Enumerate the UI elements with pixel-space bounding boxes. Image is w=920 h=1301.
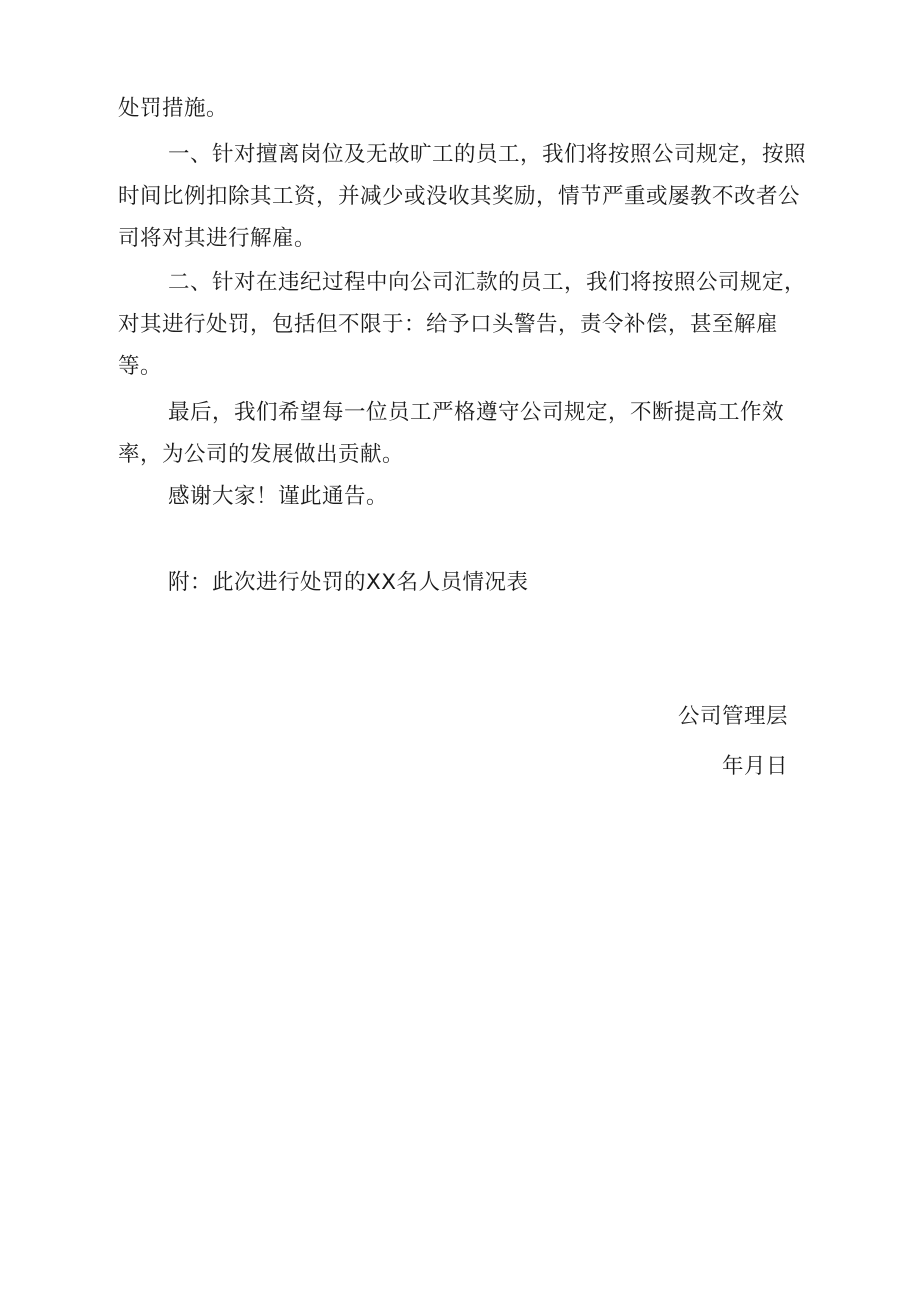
thanks-line: 感谢大家！谨此通告。 (168, 484, 389, 509)
item-2-line-2: 对其进行处罚，包括但不限于：给予口头警告，责令补偿，甚至解雇 (118, 312, 779, 337)
item-1-paragraph (118, 134, 807, 260)
item-1-line-2: 时间比例扣除其工资，并减少或没收其奖励，情节严重或屡教不改者公 (118, 184, 801, 209)
item-2-line-1: 二、针对在违纪过程中向公司汇款的员工，我们将按照公司规定， (168, 270, 807, 295)
signature-date: 年月日 (721, 754, 788, 779)
attachment-note (118, 562, 802, 604)
intro-tail-text: 处罚措施。 (118, 96, 229, 121)
item-2-line-3: 等。 (118, 354, 163, 379)
item-2-paragraph (118, 262, 807, 388)
signature-company: 公司管理层 (677, 704, 788, 729)
item-1-line-3: 司将对其进行解雇。 (118, 226, 317, 251)
closing-paragraph (118, 392, 802, 476)
closing-line-1: 最后，我们希望每一位员工严格遵守公司规定，不断提高工作效 (168, 400, 785, 425)
item-1-line-1: 一、针对擅离岗位及无故旷工的员工，我们将按照公司规定，按照 (168, 142, 807, 167)
intro-tail (118, 88, 802, 130)
closing-line-2: 率，为公司的发展做出贡献。 (118, 442, 405, 467)
thanks-paragraph (118, 476, 802, 518)
attachment-line: 附：此次进行处罚的XX名人员情况表 (168, 570, 529, 595)
